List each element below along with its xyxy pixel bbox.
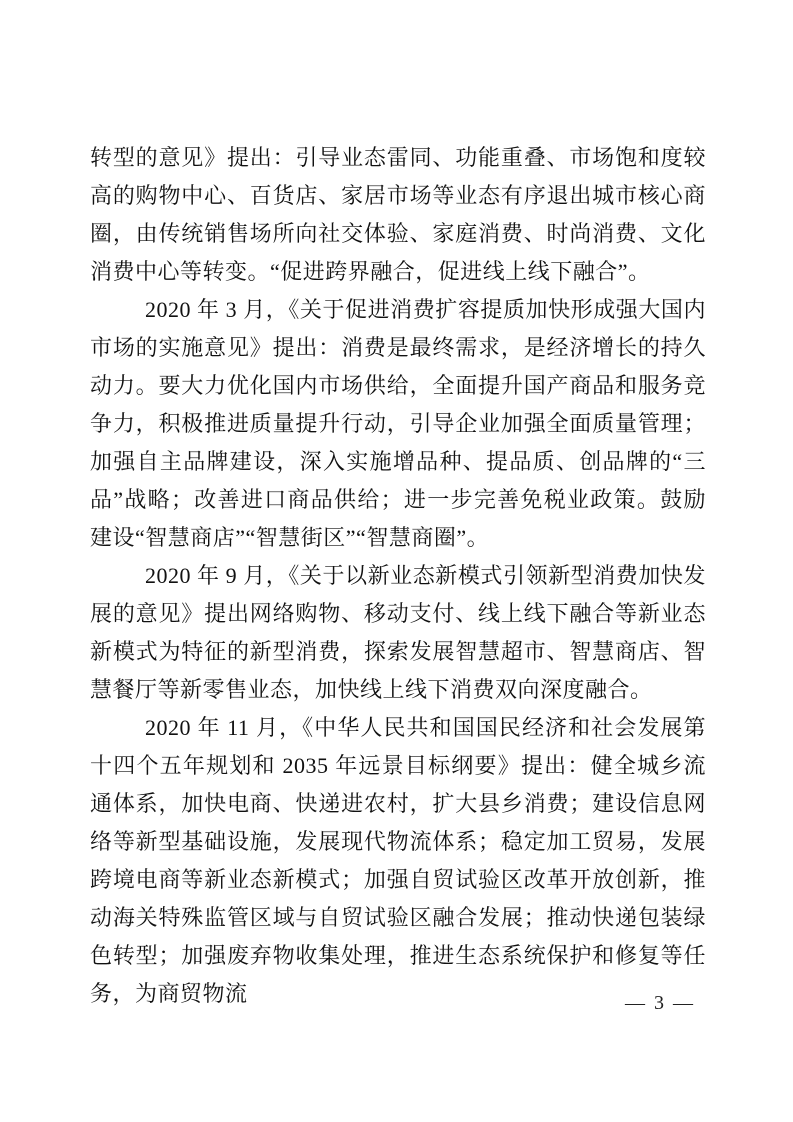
- paragraph-2020-november-plan: 2020 年 11 月，《中华人民共和国国民经济和社会发展第十四个五年规划和 2035 年远景目标纲要》提出：健全城乡流通体系，加快电商、快递进农村，扩大县乡消费；建设信息网络等新型基础设施，发展现代物流体系；稳定加工贸易，发展跨境电商等新业态新模式；加强自贸试验区改革开放创新，推动海关特殊监管区域与自贸试验区融合发展；推动快递包装绿色转型；加强废弃物收集处理，推进生态系统保护和修复等任务，为商贸物流: [90, 715, 706, 1006]
- paragraph-transform-opinion-continuation: 转型的意见》提出：引导业态雷同、功能重叠、市场饱和度较高的购物中心、百货店、家居市场等业态有序退出城市核心商圈，由传统销售场所向社交体验、家庭消费、时尚消费、文化消费中心等转变。“促进跨界融合，促进线上线下融合”。: [90, 145, 706, 284]
- document-body: [90, 139, 706, 1013]
- page-number: — 3 —: [625, 992, 695, 1014]
- paragraph-2020-september-policy: 2020 年 9 月，《关于以新业态新模式引领新型消费加快发展的意见》提出网络购物、移动支付、线上线下融合等新业态新模式为特征的新型消费，探索发展智慧超市、智慧商店、智慧餐厅等新零售业态，加快线上线下消费双向深度融合。: [90, 563, 706, 702]
- paragraph-2020-march-policy: 2020 年 3 月，《关于促进消费扩容提质加快形成强大国内市场的实施意见》提出：消费是最终需求，是经济增长的持久动力。要大力优化国内市场供给，全面提升国产商品和服务竞争力，积极推进质量提升行动，引导企业加强全面质量管理；加强自主品牌建设，深入实施增品种、提品质、创品牌的“三品”战略；改善进口商品供给；进一步完善免税业政策。鼓励建设“智慧商店”“智慧街区”“智慧商圈”。: [90, 297, 706, 550]
